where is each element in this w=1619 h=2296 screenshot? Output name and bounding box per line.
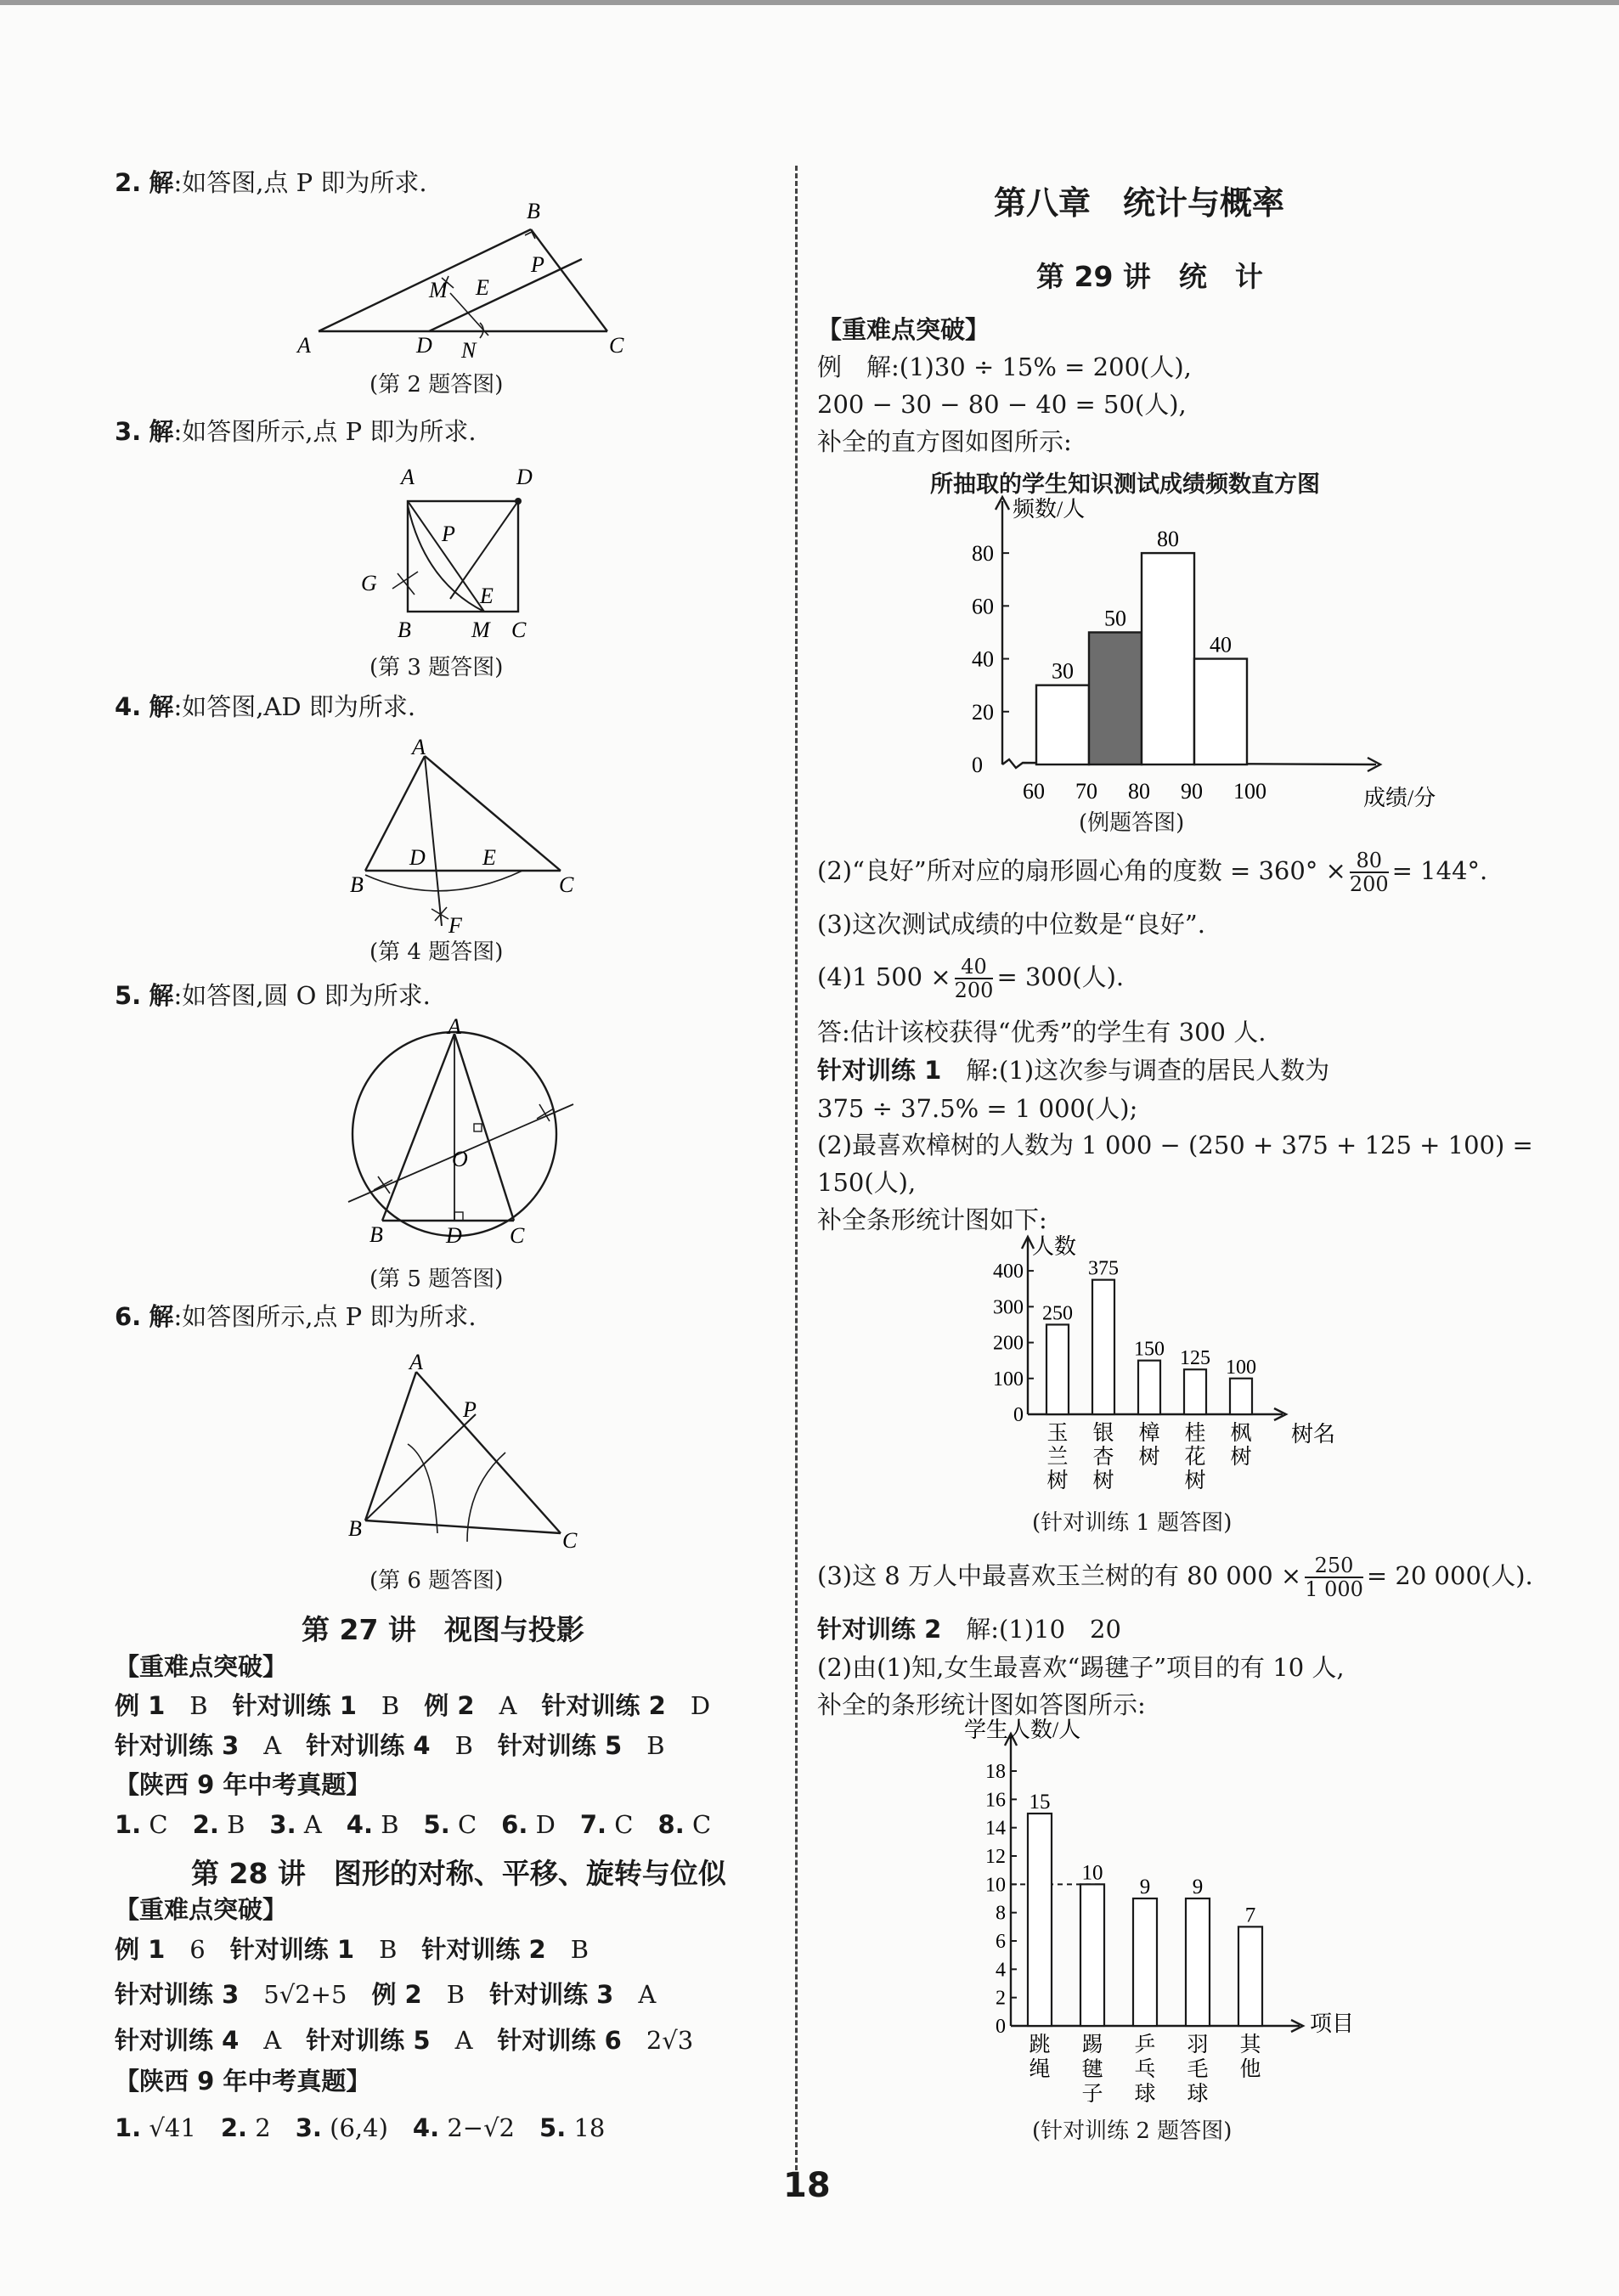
chart3-bar [1186, 1898, 1210, 2026]
q5-pt-D: D [446, 1223, 462, 1248]
s27-line1: 例 1 B 针对训练 1 B 例 2 A 针对训练 2 D [115, 1691, 711, 1720]
chart2-bar-label: 150 [1134, 1338, 1165, 1361]
chart3-category-label: 毽 [1081, 2058, 1103, 2081]
chart2-y-tick-label: 200 [993, 1332, 1024, 1355]
chart3-bar [1080, 1884, 1104, 2026]
q5-pt-O: O [452, 1147, 468, 1171]
chart3 [951, 1720, 1376, 2111]
q5-line: 5. 解:如答图,圆 O 即为所求. [115, 981, 431, 1010]
chart1-bar [1194, 659, 1247, 764]
q6-pt-P: P [463, 1397, 477, 1422]
q4-pt-B: B [350, 872, 364, 897]
page-number: 18 [783, 2166, 831, 2205]
s27-line2: 针对训练 3 A 针对训练 4 B 针对训练 5 B [115, 1731, 665, 1760]
q3-pt-D: D [516, 465, 533, 489]
q5-figure [340, 1014, 595, 1253]
chart3-category-label: 踢 [1081, 2034, 1103, 2056]
chart1-x-tick-label: 60 [1023, 779, 1045, 804]
chart3-category-label: 羽 [1187, 2034, 1209, 2056]
chart3-category-label: 乒 [1134, 2034, 1156, 2056]
chart3-y-tick-label: 14 [985, 1817, 1006, 1840]
ex-q4-line: (4)1 500 × $\frac{40}{200}$ = 300(人). [817, 955, 1125, 1002]
t2-line1: 针对训练 2 解:(1)10 20 [817, 1615, 1121, 1644]
chart3-y-tick-label: 8 [996, 1902, 1006, 1925]
chart3-y-tick-label: 18 [985, 1761, 1006, 1783]
q3-pt-G: G [361, 571, 377, 595]
chart1-bar-label: 80 [1157, 527, 1179, 552]
chart1-bar-label: 50 [1104, 606, 1126, 631]
q6-pt-A: A [409, 1350, 423, 1374]
chart2-bar [1230, 1379, 1252, 1414]
chart1-xlabel: 成绩/分 [1363, 786, 1436, 810]
t1-line2: 375 ÷ 37.5% = 1 000(人); [817, 1094, 1138, 1123]
q6-caption: (第 6 题答图) [369, 1568, 504, 1594]
chart3-y-tick-label: 16 [985, 1789, 1006, 1812]
chart2-bar-label: 375 [1088, 1257, 1119, 1280]
t1-line4: 150(人), [817, 1168, 917, 1197]
q5-pt-A: A [448, 1014, 461, 1039]
chart3-bar [1133, 1898, 1157, 2026]
chart2-category-label: 樟 [1138, 1422, 1160, 1445]
s28-key: 【重难点突破】 [115, 1895, 288, 1924]
chart3-category-label: 跳 [1029, 2034, 1051, 2056]
chart2-category-label: 银 [1092, 1422, 1114, 1445]
chart2-caption: (针对训练 1 题答图) [1032, 1510, 1233, 1536]
chart2-bar-label: 125 [1180, 1347, 1210, 1370]
chart3-category-label: 他 [1239, 2058, 1261, 2081]
s28-exam: 【陕西 9 年中考真题】 [115, 2067, 371, 2096]
chart3-bar-label: 15 [1029, 1791, 1051, 1814]
chart3-xlabel: 项目 [1310, 2011, 1355, 2036]
q2-line: 2. 解:如答图,点 P 即为所求. [115, 168, 427, 197]
r-key: 【重难点突破】 [817, 315, 990, 344]
chart1-caption: (例题答图) [1079, 810, 1185, 836]
chart3-y-tick-label: 0 [996, 2016, 1006, 2038]
t2-line3: 补全的条形统计图如答图所示: [817, 1690, 1146, 1719]
ex-q2-line: (2)“良好”所对应的扇形圆心角的度数 = 360° × $\frac{80}{200}$ = 144°. [817, 849, 1488, 896]
chart3-category-label: 子 [1081, 2083, 1103, 2106]
chart1-bar [1142, 553, 1194, 764]
chart2-category-label: 树 [1138, 1446, 1160, 1469]
q3-pt-C: C [511, 618, 527, 642]
q6-pt-C: C [562, 1528, 578, 1553]
chart3-y-tick-label: 2 [996, 1987, 1006, 2010]
chart3-y-tick-label: 6 [996, 1931, 1006, 1953]
chart2-category-label: 树 [1092, 1470, 1114, 1492]
chart1-x-tick-label: 100 [1233, 779, 1266, 804]
chart3-category-label: 球 [1134, 2083, 1156, 2106]
chart1-y-tick-label: 20 [972, 699, 994, 725]
lesson-27-title: 第 27 讲 视图与投影 [302, 1613, 584, 1646]
chart2-y-tick-label: 0 [1013, 1404, 1024, 1426]
q4-figure [340, 735, 595, 938]
chart3-caption: (针对训练 2 题答图) [1032, 2118, 1233, 2144]
chart3-category-label: 毛 [1187, 2058, 1209, 2081]
chart3-bar-label: 9 [1192, 1876, 1204, 1898]
t2-line2: (2)由(1)知,女生最喜欢“踢毽子”项目的有 10 人, [817, 1653, 1345, 1682]
ex-answer: 答:估计该校获得“优秀”的学生有 300 人. [817, 1018, 1266, 1046]
q5-pt-C: C [510, 1223, 525, 1248]
s28-answers: 1. √41 2. 2 3. (6,4) 4. 2−√2 5. 18 [115, 2113, 606, 2142]
chart2-category-label: 杏 [1092, 1446, 1114, 1469]
chart1-y-tick-label: 40 [972, 646, 994, 672]
s28-line2: 针对训练 3 5√2+5 例 2 B 针对训练 3 A [115, 1980, 657, 2009]
s28-line1: 例 1 6 针对训练 1 B 针对训练 2 B [115, 1935, 589, 1964]
t1-q3-fraction: $\frac{250}{1 000}$ [1305, 1554, 1363, 1601]
q6-figure [340, 1351, 595, 1554]
column-divider [795, 166, 798, 2170]
q2-figure [297, 200, 637, 361]
lesson-29-title: 第 29 讲 统 计 [1036, 260, 1263, 293]
q2-pt-C: C [609, 333, 624, 358]
chart3-y-tick-label: 10 [985, 1874, 1006, 1897]
chart1-bar-label: 40 [1210, 632, 1232, 657]
chart2 [968, 1232, 1342, 1499]
ex-line1: 例 解:(1)30 ÷ 15% = 200(人), [817, 353, 1192, 381]
t1-line5: 补全条形统计图如下: [817, 1205, 1047, 1234]
chart2-category-label: 树 [1046, 1470, 1069, 1492]
chart2-bar-label: 250 [1042, 1302, 1073, 1325]
q3-pt-B: B [398, 618, 411, 642]
chart3-bar [1028, 1814, 1052, 2026]
q6-line: 6. 解:如答图所示,点 P 即为所求. [115, 1302, 477, 1331]
t1-line1: 针对训练 1 解:(1)这次参与调查的居民人数为 [817, 1056, 1330, 1085]
q2-pt-D: D [416, 333, 432, 358]
chart3-y-tick-label: 4 [996, 1959, 1006, 1982]
q6-pt-B: B [348, 1516, 362, 1541]
chart3-category-label: 绳 [1029, 2058, 1051, 2081]
q4-pt-E: E [482, 845, 496, 870]
t1-q3-line: (3)这 8 万人中最喜欢玉兰树的有 80 000 × $\frac{250}{1 000}$ = 20 000(人). [817, 1554, 1533, 1601]
chart1-ylabel: 频数/人 [1013, 497, 1086, 522]
chart1-x-tick-label: 70 [1075, 779, 1097, 804]
chart2-category-label: 花 [1184, 1446, 1206, 1469]
chart1-bar-label: 30 [1052, 658, 1074, 684]
chapter-title: 第八章 统计与概率 [994, 184, 1285, 222]
q3-figure [357, 463, 552, 646]
chart1-y-tick-label: 80 [972, 541, 994, 567]
s27-exam: 【陕西 9 年中考真题】 [115, 1770, 371, 1799]
q5-pt-B: B [369, 1222, 383, 1247]
chart3-category-label: 球 [1187, 2083, 1209, 2106]
q4-pt-D: D [409, 845, 426, 870]
q3-line: 3. 解:如答图所示,点 P 即为所求. [115, 417, 477, 446]
chart2-y-tick-label: 300 [993, 1296, 1024, 1319]
chart2-bar [1046, 1324, 1069, 1414]
s28-line3: 针对训练 4 A 针对训练 5 A 针对训练 6 2√3 [115, 2026, 694, 2055]
s27-key: 【重难点突破】 [115, 1652, 288, 1681]
chart3-category-label: 乓 [1134, 2058, 1156, 2081]
chart2-bar [1138, 1361, 1160, 1414]
q2-pt-N: N [461, 338, 477, 363]
q4-caption: (第 4 题答图) [369, 939, 504, 965]
chart3-bar-label: 7 [1244, 1904, 1256, 1927]
q4-pt-F: F [448, 913, 462, 938]
chart1-bar [1089, 632, 1142, 764]
chart2-category-label: 玉 [1046, 1422, 1069, 1445]
chart3-bar [1238, 1926, 1262, 2026]
s27-answers: 1. C 2. B 3. A 4. B 5. C 6. D 7. C 8. C [115, 1810, 712, 1839]
q4-pt-C: C [559, 872, 574, 897]
q3-pt-A: A [401, 465, 415, 489]
chart2-bar [1184, 1369, 1206, 1414]
ex-q3-line: (3)这次测试成绩的中位数是“良好”. [817, 910, 1205, 939]
q2-pt-P: P [531, 252, 544, 277]
chart1-y-tick-label: 0 [972, 753, 983, 777]
chart2-category-label: 树 [1184, 1470, 1206, 1492]
q2-pt-E: E [476, 275, 489, 300]
chart2-y-tick-label: 400 [993, 1261, 1024, 1283]
ex-line2: 200 − 30 − 80 − 40 = 50(人), [817, 390, 1187, 419]
chart3-y-tick-label: 12 [985, 1846, 1006, 1868]
chart3-bar-label: 10 [1081, 1861, 1103, 1885]
lesson-28-title: 第 28 讲 图形的对称、平移、旋转与位似 [191, 1857, 726, 1890]
ex-line3: 补全的直方图如图所示: [817, 427, 1072, 456]
chart2-bar-label: 100 [1226, 1356, 1256, 1379]
q2-pt-A: A [297, 333, 311, 358]
q3-pt-P: P [442, 522, 455, 546]
chart1-title: 所抽取的学生知识测试成绩频数直方图 [930, 471, 1320, 498]
ex-q4-fraction: $\frac{40}{200}$ [954, 955, 994, 1002]
t1-line3: (2)最喜欢樟树的人数为 1 000 − (250 + 375 + 125 + 100) = [817, 1131, 1533, 1159]
chart3-ylabel: 学生人数/人 [964, 1718, 1081, 1742]
q4-line: 4. 解:如答图,AD 即为所求. [115, 692, 416, 721]
q2-pt-M: M [429, 278, 448, 302]
chart1 [922, 493, 1436, 810]
q3-caption: (第 3 题答图) [369, 655, 504, 680]
q5-caption: (第 5 题答图) [369, 1266, 504, 1292]
chart2-category-label: 树 [1230, 1446, 1252, 1469]
q3-pt-M: M [471, 618, 490, 642]
chart2-category-label: 桂 [1184, 1422, 1206, 1445]
ex-q2-fraction: $\frac{80}{200}$ [1349, 849, 1389, 896]
q4-pt-A: A [412, 735, 426, 759]
chart3-bar-label: 9 [1139, 1876, 1151, 1898]
chart1-x-tick-label: 80 [1128, 779, 1150, 804]
q2-caption: (第 2 题答图) [369, 372, 504, 398]
chart2-category-label: 枫 [1230, 1422, 1252, 1445]
top-edge [0, 0, 1619, 5]
chart1-bar [1036, 685, 1089, 764]
chart2-y-tick-label: 100 [993, 1368, 1024, 1391]
chart1-y-tick-label: 60 [972, 594, 994, 619]
q3-pt-E: E [480, 584, 494, 608]
q2-pt-B: B [527, 199, 540, 223]
chart3-category-label: 其 [1239, 2034, 1261, 2056]
chart2-category-label: 兰 [1046, 1446, 1069, 1469]
chart2-bar [1092, 1280, 1114, 1414]
chart2-ylabel: 人数 [1032, 1234, 1077, 1259]
chart2-xlabel: 树名 [1291, 1422, 1336, 1447]
chart1-x-tick-label: 90 [1181, 779, 1203, 804]
